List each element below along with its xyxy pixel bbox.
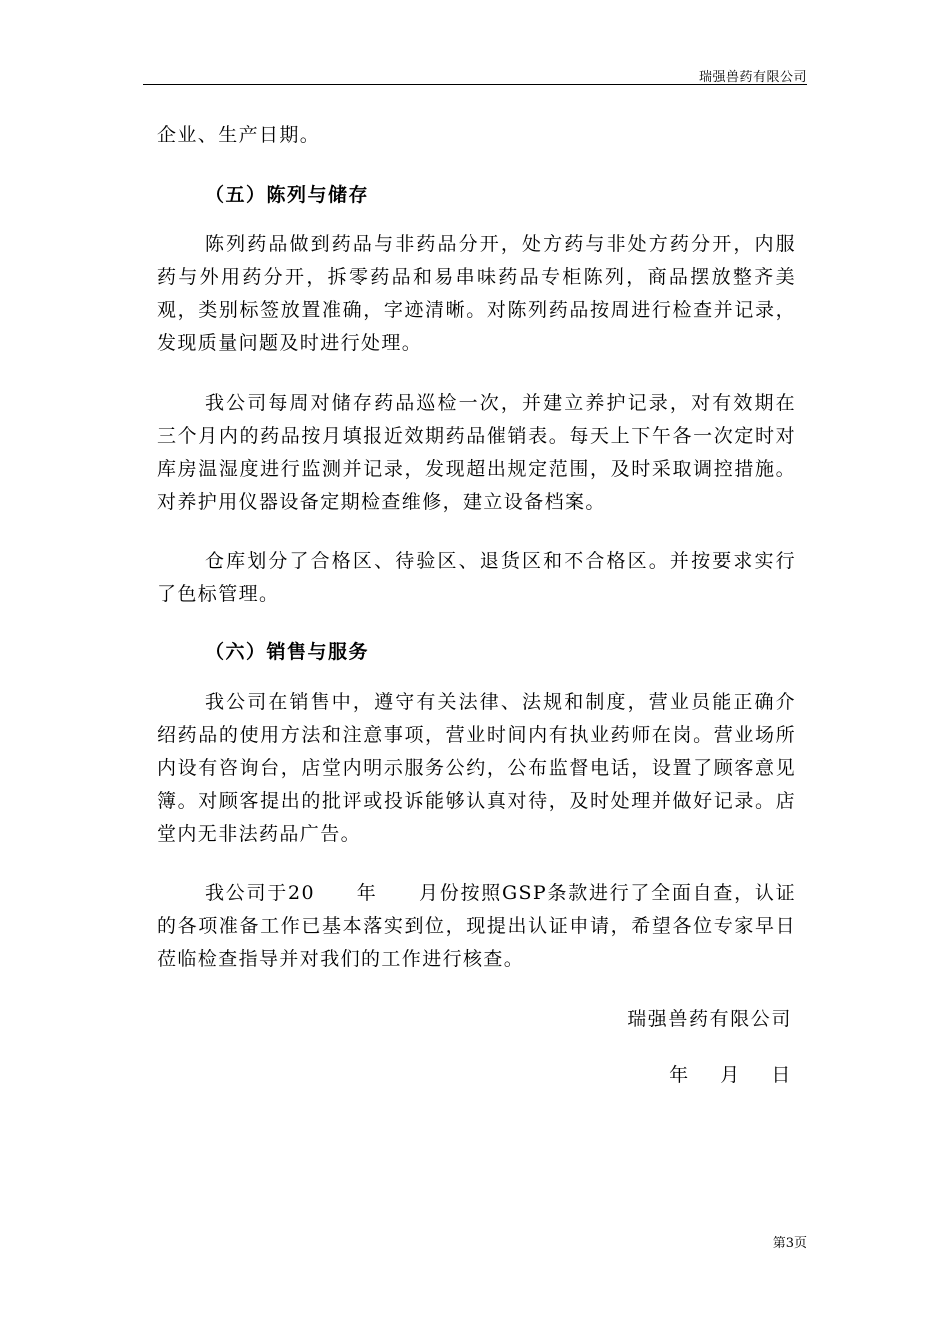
page-number: 第3页 (772, 1236, 807, 1251)
signature-date: 年 月 日 (669, 1064, 792, 1086)
header-company: 瑞强兽药有限公司 (698, 70, 807, 85)
paragraph-warehouse: 仓库划分了合格区、待验区、退货区和不合格区。并按要求实行了色标管理。 (157, 550, 796, 605)
paragraph-sales: 我公司在销售中，遵守有关法律、法规和制度，营业员能正确介绍药品的使用方法和注意事项，营业时间内有执业药师在岗。营业场所内设有咨询台，店堂内明示服务公约，公布监督电话，设置了顾客意见簿。对顾客提出的批评或投诉能够认真对待，及时处理并做好记录。店堂内无非法药品广告。 (157, 691, 796, 845)
paragraph-continuation: 企业、生产日期。 (157, 124, 321, 146)
section-heading-display-storage: （五）陈列与储存 (205, 184, 370, 206)
section-heading-sales-service: （六）销售与服务 (205, 641, 370, 663)
paragraph-storage: 我公司每周对储存药品巡检一次，并建立养护记录，对有效期在三个月内的药品按月填报近效期药品催销表。每天上下午各一次定时对库房温湿度进行监测并记录，发现超出规定范围，及时采取调控措施。对养护用仪器设备定期检查维修，建立设备档案。 (157, 392, 796, 513)
header-rule (143, 84, 807, 85)
paragraph-display: 陈列药品做到药品与非药品分开，处方药与非处方药分开，内服药与外用药分开，拆零药品和易串味药品专柜陈列，商品摆放整齐美观，类别标签放置准确，字迹清晰。对陈列药品按周进行检查并记录，发现质量问题及时进行处理。 (157, 233, 796, 354)
paragraph-application: 我公司于20 年 月份按照GSP条款进行了全面自查，认证的各项准备工作已基本落实到位，现提出认证申请，希望各位专家早日莅临检查指导并对我们的工作进行核查。 (157, 882, 796, 970)
signature-company: 瑞强兽药有限公司 (627, 1008, 792, 1030)
